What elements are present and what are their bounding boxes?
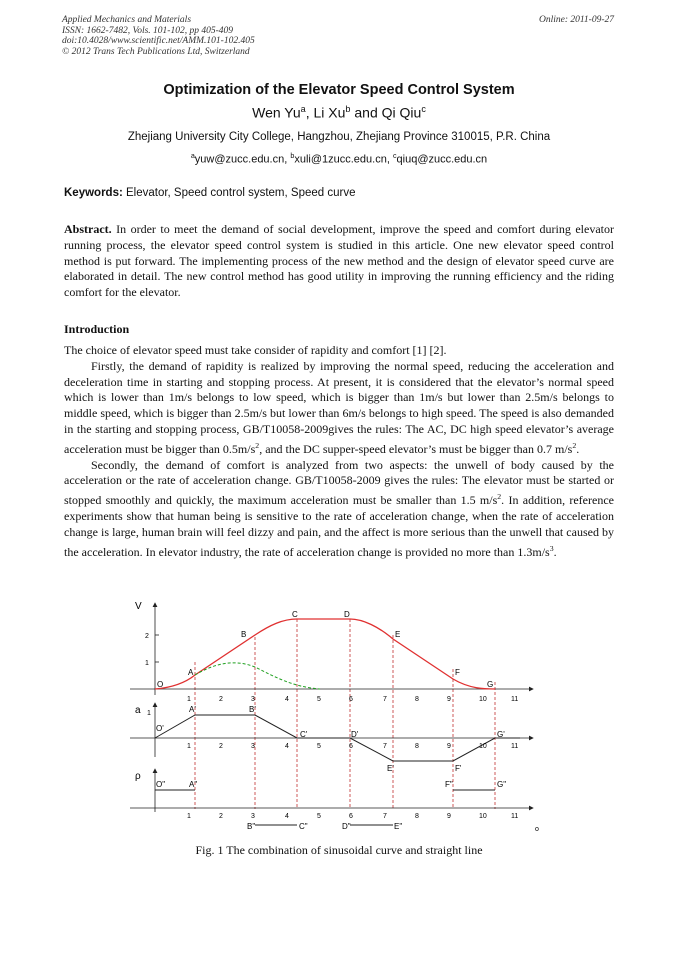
svg-text:3: 3 [251,696,255,703]
svg-text:7: 7 [383,743,387,750]
intro-paragraph-1: The choice of elevator speed must take consider of rapidity and comfort [1] [2]. [64,343,447,357]
affiliation: Zhejiang University City College, Hangzhou, Zhejiang Province 310015, P.R. China [127,131,551,143]
author-line: Wen Yu$^a$, Li Xu$^b$ and Qi Qiu$^c$ [252,104,426,121]
svg-text:9: 9 [447,696,451,703]
svg-text:11: 11 [511,743,519,750]
svg-text:G": G" [497,780,507,789]
v-tick-1: 1 [145,660,149,667]
svg-text:O: O [157,680,164,689]
svg-text:7: 7 [383,696,387,703]
svg-text:G': G' [497,730,505,739]
svg-text:5: 5 [317,743,321,750]
v-axes [130,603,533,695]
svg-text:A: A [188,668,194,677]
svg-text:8: 8 [415,696,419,703]
keywords [64,187,355,199]
speed-curve [155,619,495,689]
svg-text:3: 3 [251,743,255,750]
abstract [64,222,614,301]
v-tick-2: 2 [145,633,149,640]
figure-corner-mark: o [535,826,539,833]
abstract-label: Abstract. [64,222,112,236]
svg-text:4: 4 [285,813,289,820]
svg-text:5: 5 [317,813,321,820]
svg-text:G: G [487,680,494,689]
v-x-ticks [187,696,518,703]
svg-text:3: 3 [251,813,255,820]
v-axis-label: V [135,601,142,612]
doi-line: doi:10.4028/www.scientific.net/AMM.101-102.405 [62,36,255,46]
svg-text:D': D' [351,730,359,739]
journal-header [62,15,255,57]
svg-text:C: C [292,610,298,619]
keywords-label: Keywords: [64,187,123,199]
svg-text:C': C' [300,730,308,739]
svg-text:8: 8 [415,813,419,820]
svg-text:2: 2 [219,696,223,703]
a-tick-1: 1 [147,710,151,717]
figure-speed-curve [125,597,545,837]
svg-text:E': E' [387,764,394,773]
sinusoid-curve [195,663,320,689]
figure-caption: Fig. 1 The combination of sinusoidal curve and straight line [195,843,483,857]
svg-text:10: 10 [479,696,487,703]
v-point-labels [157,610,493,689]
svg-text:4: 4 [285,743,289,750]
svg-text:B': B' [249,705,256,714]
paper-title: Optimization of the Elevator Speed Control System [163,82,515,98]
p-x-ticks [187,813,518,820]
svg-text:B: B [241,630,247,639]
svg-text:1: 1 [187,743,191,750]
svg-text:A': A' [189,705,196,714]
svg-text:F": F" [445,780,453,789]
svg-text:10: 10 [479,743,487,750]
online-date: Online: 2011-09-27 [538,15,614,25]
svg-text:6: 6 [349,743,353,750]
svg-text:D": D" [342,822,351,831]
svg-text:D: D [344,610,350,619]
a-x-ticks [187,743,518,750]
svg-text:O": O" [156,780,166,789]
svg-text:11: 11 [511,813,519,820]
p-axis-label: ρ [135,771,141,782]
abstract-text: In order to meet the demand of social development, improve the speed and comfort during elevator running process, the elevator speed control system is studied in this article. One new elevator speed control method is put forward. The implementing process of the new method and the design of elevator speed curve are elaborated in detail. The new control method has good utility in improving the running efficiency and the riding comfort for the elevator. [64,222,614,300]
keywords-text: Elevator, Speed control system, Speed curve [122,187,356,199]
svg-text:F: F [455,668,460,677]
svg-text:5: 5 [317,696,321,703]
svg-text:9: 9 [447,813,451,820]
svg-text:2: 2 [219,743,223,750]
svg-text:F': F' [455,764,462,773]
svg-text:11: 11 [511,696,519,703]
email-line: $^a$yuw@zucc.edu.cn, $^b$xuli@1zucc.edu.cn, $^c$qiuq@zucc.edu.cn [190,152,488,166]
svg-text:A": A" [189,780,198,789]
a-axis-label: a [135,705,141,716]
jerk-curve [155,790,495,825]
svg-text:E: E [395,630,401,639]
svg-text:1: 1 [187,696,191,703]
p-point-labels [156,780,506,831]
intro-paragraph-2: Firstly, the demand of rapidity is realized by improving the normal speed, reducing the acceleration and deceleration time in starting and stopping process. At present, it is considered that the elevator’s normal speed which is lower than 1m/s belongs to low speed, which is bigger than 1m/s but lower than 2.5m/s belongs to middle speed, which is bigger than 2.5m/s but lower than 6m/s belongs to high speed. The speed is also demanded in the starting and stopping process, GB/T10058-2009gives the rules: The AC, DC high speed elevator’s average acceleration must be bigger than $0.5m/s^2$, and the DC supper-speed elevator’s must be bigger than 0.7 $m/s^2$. [64,358,614,456]
svg-text:E": E" [394,822,403,831]
svg-text:4: 4 [285,696,289,703]
svg-text:7: 7 [383,813,387,820]
svg-text:B": B" [247,822,256,831]
svg-text:9: 9 [447,743,451,750]
copyright-line: © 2012 Trans Tech Publications Ltd, Switzerland [62,46,250,57]
svg-text:10: 10 [479,813,487,820]
svg-text:2: 2 [219,813,223,820]
svg-text:1: 1 [187,813,191,820]
issn-line: ISSN: 1662-7482, Vols. 101-102, pp 405-409 [62,25,233,36]
section-heading-introduction: Introduction [64,322,130,336]
introduction-body [64,343,614,560]
svg-text:O': O' [156,724,164,733]
journal-name: Applied Mechanics and Materials [62,15,192,25]
svg-text:6: 6 [349,696,353,703]
svg-text:C": C" [299,822,308,831]
svg-text:8: 8 [415,743,419,750]
intro-paragraph-3: Secondly, the demand of comfort is analyzed from two aspects: the unwell of body caused by the acceleration or the rate of acceleration change. GB/T10058-2009 gives the rules: The elevator must be started or stopped smoothly and quickly, the maximum acceleration must be smaller than 1.5 $m/s^2$. In addition, reference experiments show that human being is sensitive to the rate of acceleration change, when the rate of acceleration change is large, human brain will feel dizzy and pain, and the affect is more serious than the unwell that caused by the acceleration. In elevator industry, the rate of acceleration change is provided no more than $1.3m/s^3$. [64,457,614,559]
svg-text:6: 6 [349,813,353,820]
